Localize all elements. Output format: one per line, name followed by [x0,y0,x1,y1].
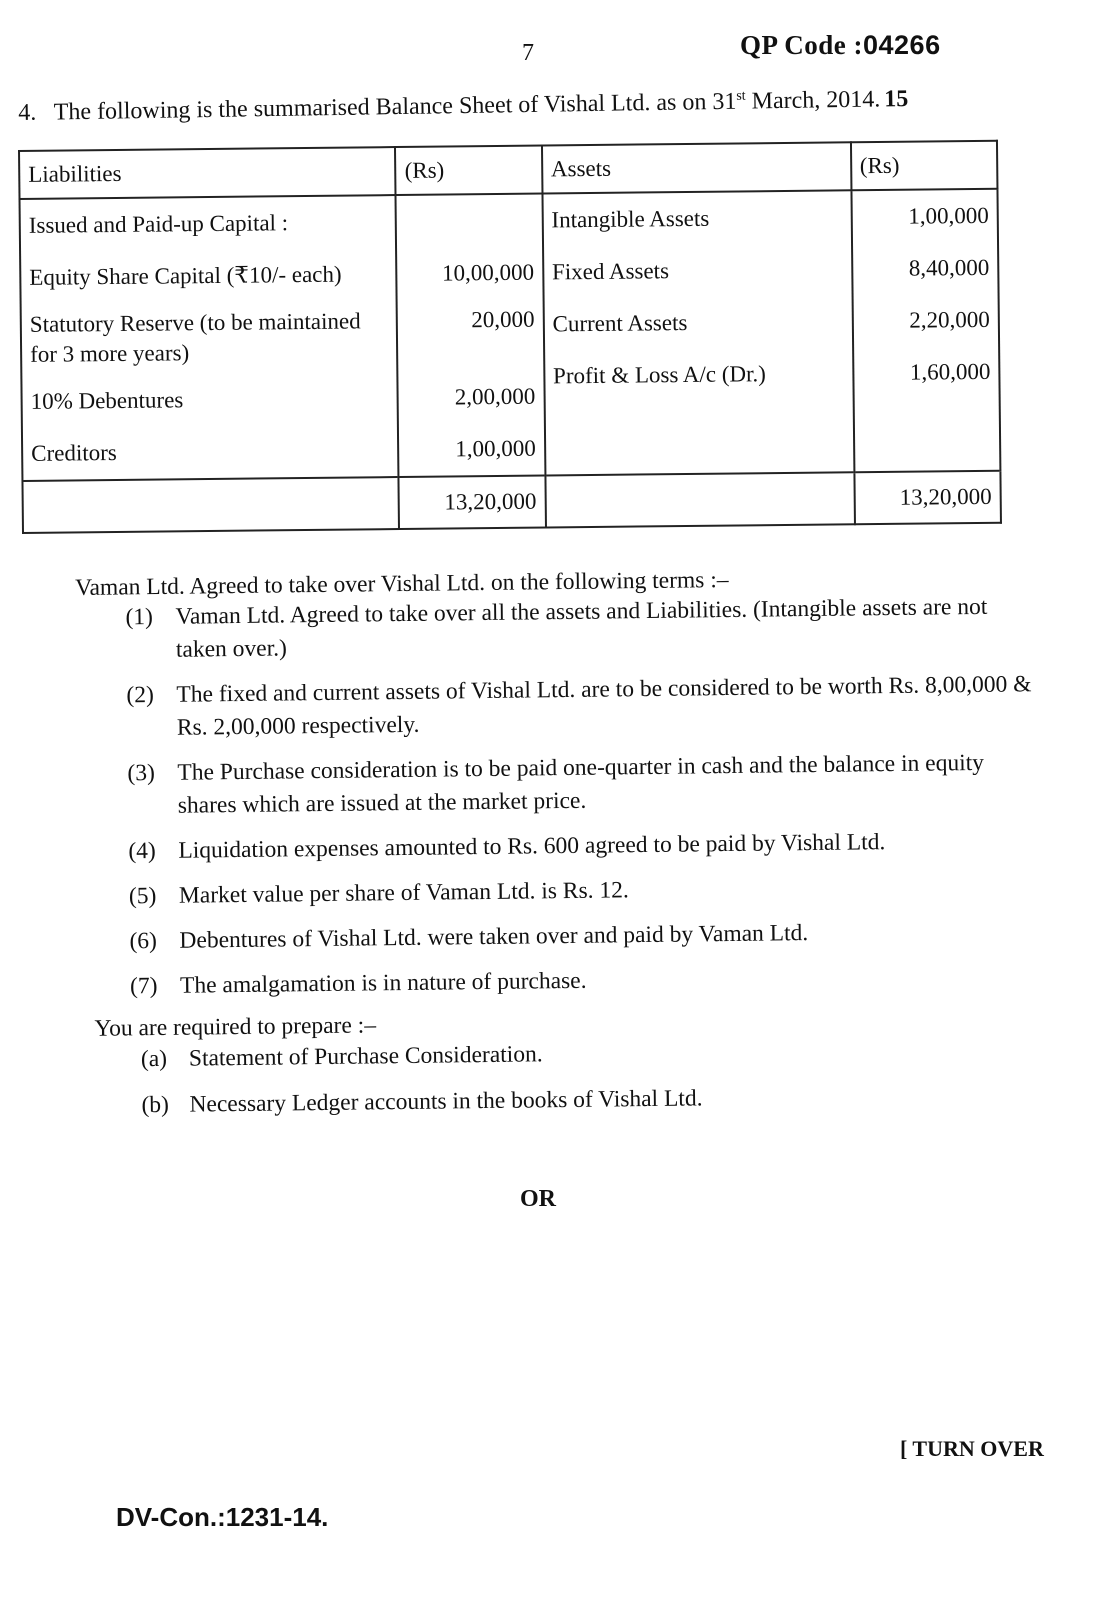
liability-amount: 20,000 [471,306,535,333]
turn-over-note: [ TURN OVER [900,1436,1044,1461]
asset-label: Current Assets [552,310,688,337]
term-item [79,914,1039,959]
term-number: (4) [128,838,156,865]
liability-amount: 2,00,000 [454,383,536,410]
term-number: (7) [129,973,158,1000]
liability-label: Statutory Reserve (to be maintained for 3 more years) [29,308,361,367]
header-rs-assets: (Rs) [851,141,998,191]
asset-amount: 1,60,000 [909,358,991,385]
or-separator: OR [520,1186,556,1212]
liability-label: Creditors [31,439,117,466]
liabilities-column [20,195,399,481]
term-number: (6) [129,928,158,955]
terms-intro: Vaman Ltd. Agreed to take over Vishal Ltd. on the following terms :– [75,567,729,601]
required-text: Statement of Purchase Consideration. [188,1041,543,1072]
assets-column [542,190,854,475]
page-number: 7 [522,40,534,66]
question-text-a: The following is the summarised Balance Sheet of Vishal Ltd. as on 31 [53,88,737,126]
asset-label: Profit & Loss A/c (Dr.) [552,361,766,389]
asset-amount: 2,20,000 [909,306,990,333]
liability-label: Issued and Paid-up Capital : [28,210,289,238]
qp-code-value: 04266 [863,30,941,60]
term-text: The amalgamation is in nature of purchase. [179,967,587,999]
total-liabilities: 13,20,000 [399,475,546,529]
qp-code [740,30,941,61]
date-suffix: st [736,88,746,104]
footer-code: DV-Con.:1231-14. [116,1502,329,1532]
assets-amount-column [851,189,1000,473]
table-body-row [20,189,1001,481]
question-text-b: March, 2014. [745,86,881,115]
term-number: (1) [125,604,154,631]
term-item [80,959,1040,1004]
term-text: Debentures of Vishal Ltd. were taken over and paid by Vaman Ltd. [179,920,809,954]
asset-amount: 1,00,000 [908,202,989,229]
header-assets: Assets [542,142,851,193]
term-number: (2) [126,682,155,709]
asset-amount: 8,40,000 [908,254,990,281]
question-number: 4. [18,99,37,126]
qp-code-label: QP Code : [740,30,863,60]
required-item [81,1077,1041,1123]
term-item [79,869,1039,914]
table-total-row [22,471,1000,533]
question-heading [18,86,909,127]
term-number: (5) [128,883,157,910]
liability-amount: 10,00,000 [441,259,535,286]
required-text: Necessary Ledger accounts in the books of Vishal Ltd. [189,1085,703,1118]
total-blank-assets [545,472,854,527]
liability-amount: 1,00,000 [455,435,536,462]
header-liabilities: Liabilities [19,147,396,199]
liabilities-amount-column [396,194,545,478]
asset-label: Fixed Assets [551,258,670,285]
term-item [78,824,1038,869]
required-intro: You are required to prepare :– [94,1012,377,1042]
term-text: Vaman Ltd. Agreed to take over all the assets and Liabilities. (Intangible assets are not taken over.) [175,593,988,663]
balance-sheet-table [18,140,1002,534]
asset-label: Intangible Assets [551,205,710,233]
term-item [76,668,1037,746]
required-letter: (b) [141,1091,170,1119]
takeover-terms [75,563,1042,1135]
term-text: Market value per share of Vaman Ltd. is Rs. 12. [178,877,629,909]
term-text: The Purchase consideration is to be paid one-quarter in cash and the balance in equity shares which are issued at the market price. [177,749,985,819]
header-rs-liabilities: (Rs) [395,146,542,196]
term-text: The fixed and current assets of Vishal Ltd. are to be considered to be worth Rs. 8,00,000 & Rs. 2,00,000 respectively. [176,671,1032,741]
term-number: (3) [127,760,155,787]
liability-amount [405,195,534,248]
question-marks: 15 [884,86,909,113]
total-assets: 13,20,000 [854,471,1001,525]
term-item [77,746,1038,824]
total-blank-liabilities [22,477,399,533]
liability-label: 10% Debentures [30,387,184,414]
term-item [75,590,1036,668]
required-letter: (a) [140,1045,168,1073]
liability-label: Equity Share Capital (₹10/- each) [29,261,342,290]
term-text: Liquidation expenses amounted to Rs. 600 agreed to be paid by Vishal Ltd. [178,829,886,864]
